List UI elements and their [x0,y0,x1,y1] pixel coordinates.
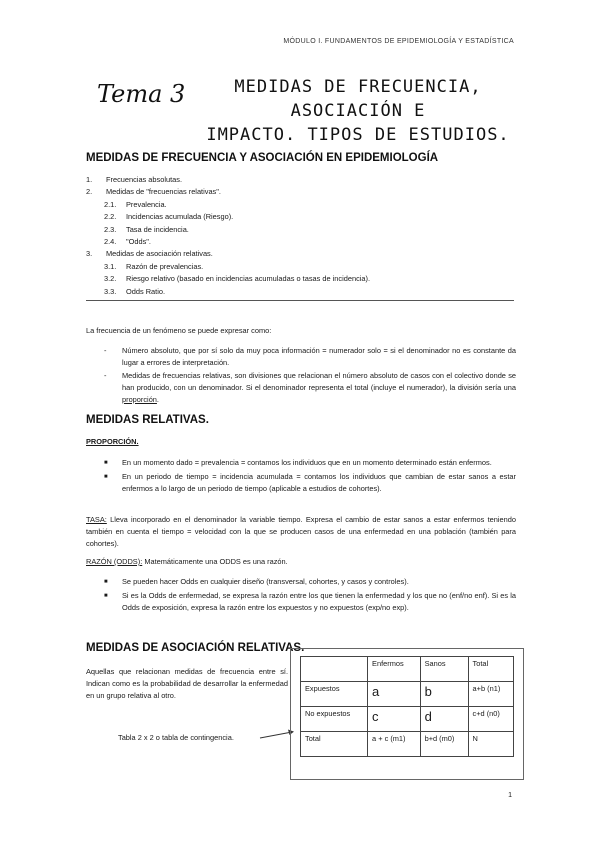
outline-item-text: Riesgo relativo (basado en incidencias acumuladas o tasas de incidencia). [126,274,371,284]
tasa-paragraph [86,514,516,550]
list-item: - Medidas de frecuencias relativas, son divisiones que relacionan el número absoluto de casos con el colectivo donde se han producido, con un denominador. Si el denominador representa el total (incluye el numerador), la división sería una proporción. [104,371,516,404]
razon-text: Matemáticamente una ODDS es una razón. [144,557,288,566]
outline-item-text: Medidas de "frecuencias relativas". [106,187,221,197]
divider [86,300,514,301]
page-title [198,75,518,147]
outline-item-number: 3.1. [104,261,117,271]
section-title-relativas: MEDIDAS RELATIVAS. [86,414,209,426]
proporcion-label: PROPORCIÓN. [86,437,139,446]
outline-item [86,199,370,211]
page-header: MÓDULO I. FUNDAMENTOS DE EPIDEMIOLOGÍA Y ESTADÍSTICA [283,38,514,45]
outline-item-number: 2.4. [104,237,117,247]
table-row: No expuestos c d c+d (n0) [301,707,514,732]
section-title-frecuencia: MEDIDAS DE FRECUENCIA Y ASOCIACIÓN EN EPIDEMIOLOGÍA [86,152,439,164]
list-item: ■ En un momento dado = prevalencia = contamos los individuos que en un momento determinado están enfermos. [104,458,492,467]
razon-paragraph [86,556,516,568]
outline-item-text: Prevalencia. [126,199,167,209]
bullet-square-icon: ■ [104,593,108,599]
list-item-text: Medidas de frecuencias relativas, son divisiones que relacionan el número absoluto de casos con el colectivo donde se han producido, con un denominador. Si el denominador representa el total (incluye el numerador), la división sería una [122,371,516,392]
proporcion-term: proporción [122,395,157,404]
list-item: ■ Se pueden hacer Odds en cualquier diseño (transversal, cohortes, y casos y controles). [104,577,409,586]
list-item: ■ En un periodo de tiempo = incidencia acumulada = contamos los individuos que cambian de estar sanos a estar enfermos a lo largo de un periodo de tiempo (aplicable a estudios de cohortes). [104,472,516,493]
bullet-square-icon: ■ [104,460,108,466]
asociacion-text: Aquellas que relacionan medidas de frecuencia entre sí. Indican como es la probabilidad de desarrollar la enfermedad en un grupo relativa al otro. [86,667,288,700]
outline-list [86,174,370,298]
table-caption: Tabla 2 x 2 o tabla de contingencia. [118,733,234,742]
outline-item-number: 2.3. [104,224,117,234]
title-line-1: MEDIDAS DE FRECUENCIA, ASOCIACIÓN E [234,77,482,121]
table-header-row: Enfermos Sanos Total [301,657,514,682]
page-number: 1 [508,792,512,799]
outline-item [86,273,370,285]
outline-item-number: 1. [86,175,93,184]
outline-item [86,286,370,298]
outline-item-number: 2. [86,187,93,197]
outline-item-text: "Odds". [126,237,151,247]
tasa-label: TASA: [86,515,107,524]
intro-text: La frecuencia de un fenómeno se puede expresar como: [86,326,272,335]
outline-item-text: Frecuencias absolutas. [106,175,182,184]
proporcion-list [104,457,516,497]
outline-item-text: Tasa de incidencia. [126,224,189,234]
topic-number: Tema 3 [97,80,186,108]
outline-item-number: 3.2. [104,274,117,284]
outline-item-text: Odds Ratio. [126,286,166,296]
bullet-square-icon: ■ [104,474,108,480]
outline-item [86,261,370,273]
outline-item [86,211,370,223]
outline-item-number: 2.1. [104,199,117,209]
outline-item-text: Incidencias acumulada (Riesgo). [126,212,234,222]
list-item: ■ Si es la Odds de enfermedad, se expresa la razón entre los que tienen la enfermedad y los que no (enf/no enf). Si es la Odds de exposición, expresa la razón entre los expuestos y no expuestos (exp/no exp). [104,591,516,612]
outline-item-text: Razón de prevalencias. [126,261,204,271]
outline-item-number: 2.2. [104,212,117,222]
outline-item-number: 3.3. [104,286,117,296]
list-item: - Número absoluto, que por sí solo da muy poca información = numerador solo = si el denominador no es constante da lugar a errores de interpretación. [104,346,516,367]
outline-item-number: 3. [86,249,93,259]
outline-item [86,174,370,186]
razon-label: RAZÓN (ODDS): [86,557,143,566]
outline-item [86,224,370,236]
outline-item-text: Medidas de asociación relativas. [106,249,213,259]
dash-list [104,345,516,407]
odds-list [104,576,516,616]
table-row: Expuestos a b a+b (n1) [301,682,514,707]
outline-item [86,186,370,198]
tasa-text: Lleva incorporado en el denominador la variable tiempo. Expresa el cambio de estar sanos a estar enfermos teniendo también en cuenta el tiempo = velocidad con la que se producen casos de una enfermedad en una población (también para cohortes). [86,515,516,548]
title-line-2: IMPACTO. TIPOS DE ESTUDIOS. [206,125,510,145]
contingency-table [300,656,514,757]
table-row: Total a + c (m1) b+d (m0) N [301,732,514,757]
bullet-square-icon: ■ [104,579,108,585]
outline-item [86,248,370,260]
list-item-text: Número absoluto, que por sí solo da muy poca información = numerador solo = si el denominador no es constante da lugar a errores de interpretación. [122,346,516,367]
section-title-asociacion: MEDIDAS DE ASOCIACIÓN RELATIVAS. [86,642,305,654]
outline-item [86,236,370,248]
